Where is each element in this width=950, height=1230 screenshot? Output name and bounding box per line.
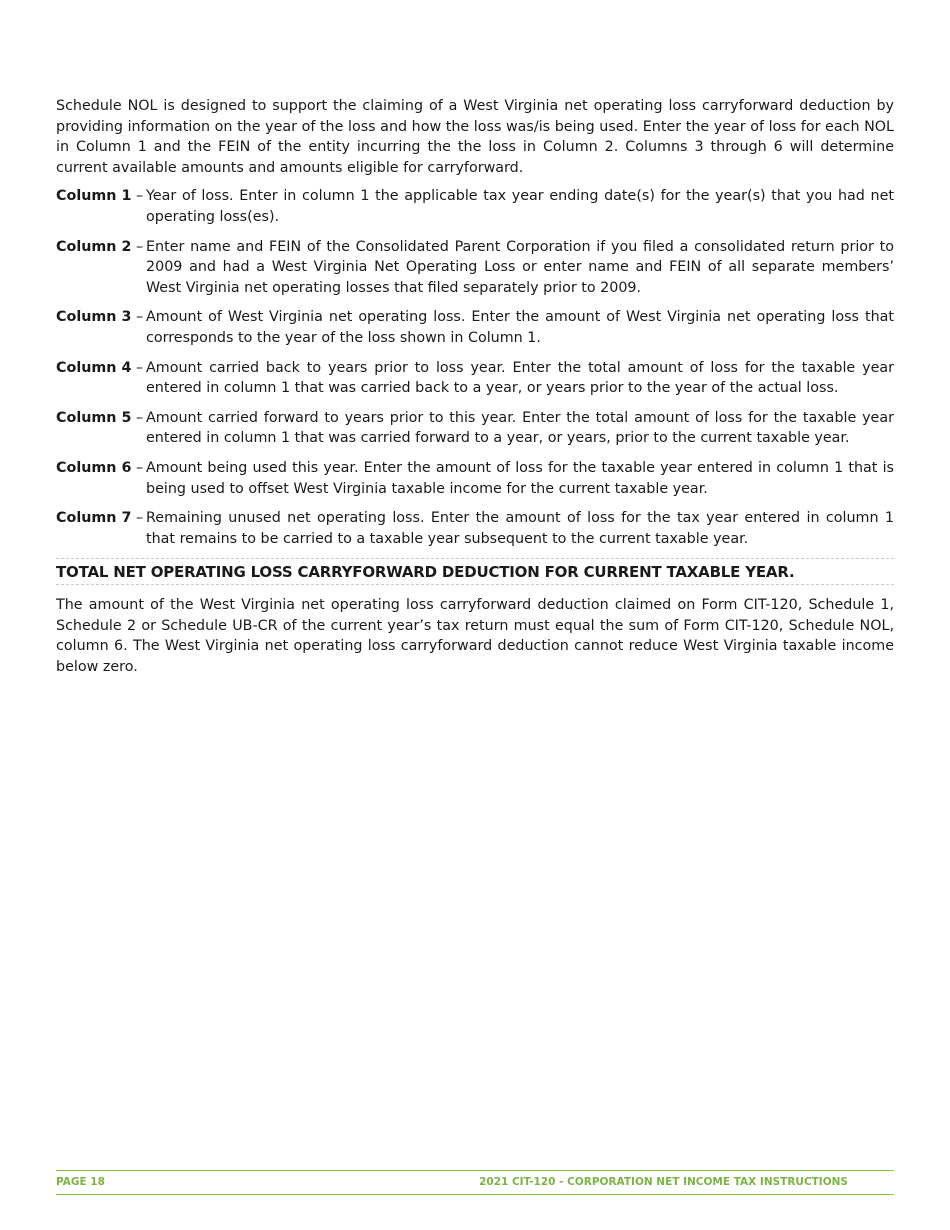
closing-paragraph: The amount of the West Virginia net operating loss carryforward deduction claimed on Form CIT-120, Schedule 1, Schedule 2 or Schedule UB-CR of the current year’s tax return must equal the sum of Form CIT-120, Schedule NOL, column 6. The West Virginia net operating loss carryforward deduction cannot reduce West Virginia taxable income below zero. <box>56 597 894 676</box>
column-description: Year of loss. Enter in column 1 the applicable tax year ending date(s) for the year(s) that you had net operating loss(es). <box>146 188 894 225</box>
column-description: Remaining unused net operating loss. Enter the amount of loss for the tax year entered in column 1 that remains to be carried to a taxable year subsequent to the current taxable year. <box>146 510 894 547</box>
column-term-label: Column 5 <box>56 409 132 426</box>
column-description: Amount of West Virginia net operating loss. Enter the amount of West Virginia net operating loss that corresponds to the year of the loss shown in Column 1. <box>146 309 894 346</box>
column-term <box>56 307 146 348</box>
column-term-label: Column 7 <box>56 510 132 527</box>
column-term <box>56 186 146 227</box>
page-body <box>56 96 894 678</box>
column-5-entry <box>56 408 894 449</box>
column-term-label: Column 3 <box>56 309 132 326</box>
dash: – <box>131 359 144 376</box>
dash: – <box>131 409 144 426</box>
dash: – <box>131 238 144 255</box>
document-title: 2021 CIT-120 - CORPORATION NET INCOME TAX INSTRUCTIONS <box>479 1176 848 1188</box>
column-2-entry <box>56 237 894 299</box>
column-term <box>56 408 146 449</box>
column-term <box>56 358 146 399</box>
column-term <box>56 237 146 299</box>
column-term-label: Column 2 <box>56 238 132 255</box>
column-description: Amount being used this year. Enter the amount of loss for the taxable year entered in column 1 that is being used to offset West Virginia taxable income for the current taxable year. <box>146 459 894 497</box>
page-number: PAGE 18 <box>56 1176 105 1188</box>
intro-paragraph: Schedule NOL is designed to support the claiming of a West Virginia net operating loss carryforward deduction by providing information on the year of the loss and how the loss was/is being used. Enter the year of loss for each NOL in Column 1 and the FEIN of the entity incurring the the loss in Column 2. Columns 3 through 6 will determine current available amounts and amounts eligible for carryforward. <box>56 98 894 176</box>
dash: – <box>131 309 144 326</box>
column-6-entry <box>56 458 894 499</box>
column-term <box>56 508 146 549</box>
column-term <box>56 458 146 499</box>
column-term-label: Column 4 <box>56 359 132 376</box>
column-term-label: Column 1 <box>56 188 132 205</box>
column-7-entry <box>56 508 894 549</box>
dash: – <box>131 188 144 205</box>
page-footer <box>56 1170 894 1195</box>
column-4-entry <box>56 358 894 399</box>
column-description: Amount carried forward to years prior to this year. Enter the total amount of loss for the taxable year entered in column 1 that was carried forward to a year, or years, prior to the current taxable year. <box>146 409 894 447</box>
column-1-entry <box>56 186 894 227</box>
column-term-label: Column 6 <box>56 459 132 476</box>
dash: – <box>131 510 144 527</box>
column-description: Amount carried back to years prior to loss year. Enter the total amount of loss for the taxable year entered in column 1 that was carried back to a year, or years prior to the year of the actual loss. <box>146 359 894 397</box>
section-heading: TOTAL NET OPERATING LOSS CARRYFORWARD DEDUCTION FOR CURRENT TAXABLE YEAR. <box>56 558 894 585</box>
column-description: Enter name and FEIN of the Consolidated Parent Corporation if you filed a consolidated return prior to 2009 and had a West Virginia Net Operating Loss or enter name and FEIN of all separate members’ West Virginia net operating losses that filed separately prior to 2009. <box>146 238 894 296</box>
column-3-entry <box>56 307 894 348</box>
dash: – <box>131 459 144 476</box>
